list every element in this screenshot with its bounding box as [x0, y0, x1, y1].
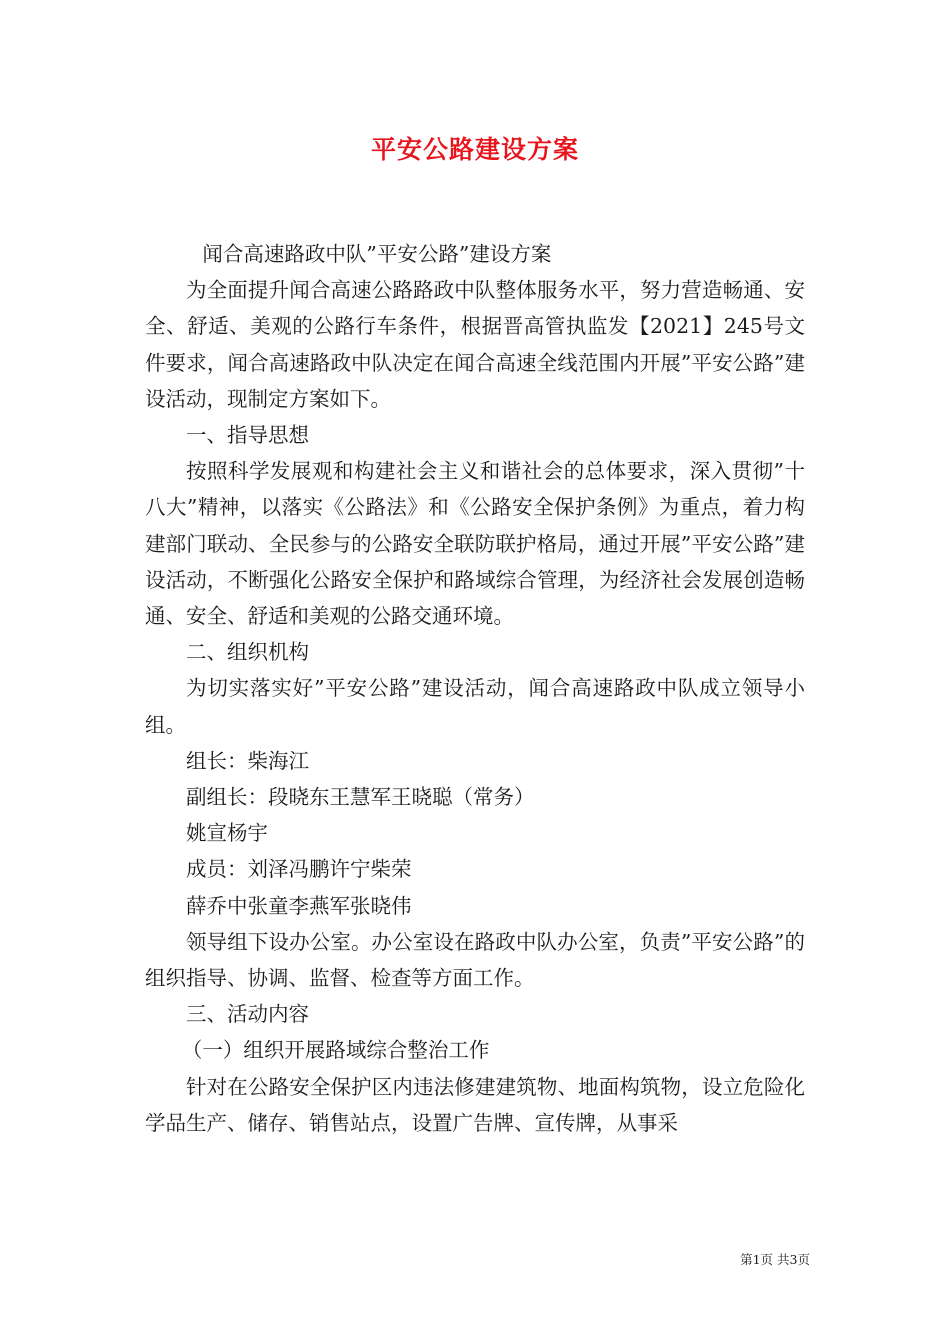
paragraph-members: 成员：刘泽冯鹏许宁柴荣	[186, 857, 412, 882]
paragraph-organization: 为切实落实好”平安公路”建设活动，闻合高速路政中队成立领导小组。	[145, 676, 805, 737]
section-heading-activities: 三、活动内容	[186, 1002, 309, 1027]
paragraph-deputy-leaders: 副组长：段晓东王慧军王晓聪（常务）	[186, 785, 535, 810]
paragraph-team-leader: 组长：柴海江	[186, 748, 309, 773]
paragraph-intro: 为全面提升闻合高速公路路政中队整体服务水平，努力营造畅通、安全、舒适、美观的公路行车条件，根据晋高管执监发【2021】245号文件要求，闻合高速路政中队决定在闻合高速全线范围内开展”平安公路”建设活动，现制定方案如下。	[145, 278, 805, 411]
section-heading-organization: 二、组织机构	[186, 640, 309, 665]
paragraph-deputy-leaders-cont: 姚宣杨宇	[186, 821, 268, 846]
paragraph-office: 领导组下设办公室。办公室设在路政中队办公室，负责”平安公路”的组织指导、协调、监督、检查等方面工作。	[145, 929, 805, 991]
section-heading-guiding-ideology: 一、指导思想	[186, 423, 309, 448]
subsection-heading-road-rectification: （一）组织开展路域综合整治工作	[181, 1038, 490, 1063]
paragraph-subtitle: 闻合高速路政中队”平安公路”建设方案	[202, 242, 552, 266]
page-number: 第1页 共3页	[740, 1252, 810, 1267]
paragraph-road-rectification: 针对在公路安全保护区内违法修建建筑物、地面构筑物，设立危险化学品生产、储存、销售站点，设置广告牌、宣传牌，从事采	[145, 1074, 805, 1135]
document-body	[145, 236, 805, 1141]
paragraph-guiding-ideology: 按照科学发展观和构建社会主义和谐社会的总体要求，深入贯彻”十八大”精神，以落实《公路法》和《公路安全保护条例》为重点，着力构建部门联动、全民参与的公路安全联防联护格局，通过开展”平安公路”建设活动，不断强化公路安全保护和路域综合管理，为经济社会发展创造畅通、安全、舒适和美观的公路交通环境。	[145, 459, 805, 629]
document-title: 平安公路建设方案	[370, 135, 579, 164]
paragraph-members-cont: 薛乔中张童李燕军张晓伟	[186, 893, 412, 918]
